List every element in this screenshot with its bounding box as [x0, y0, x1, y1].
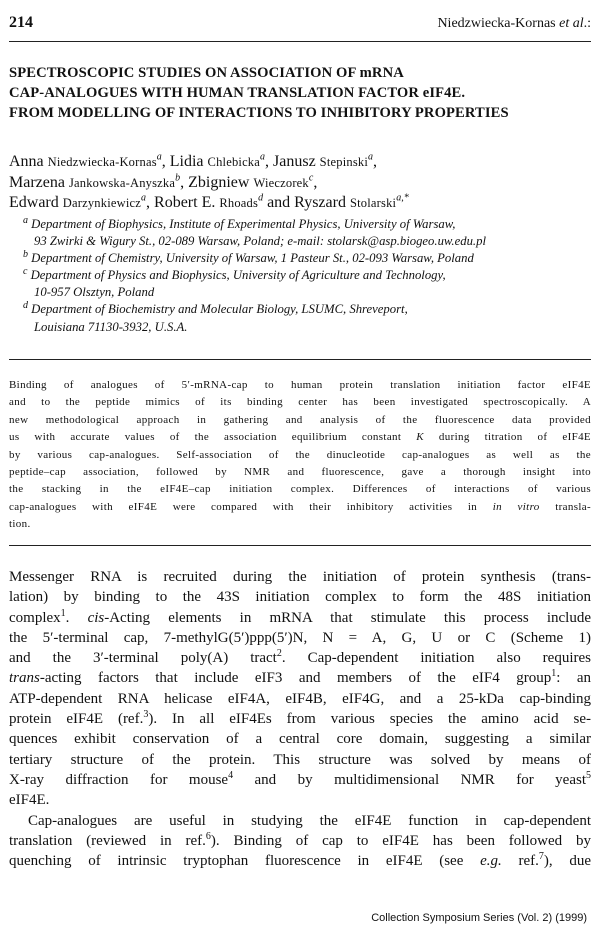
- body-line: protein eIF4E (ref.$^3$). In all eIF4Es from various species the amino acid se-: [9, 709, 591, 728]
- abstract-line: cap-analogues with eIF4E were compared with their inhibitory activities in in vitro transla-: [9, 500, 591, 513]
- abstract-bottom-rule: [9, 545, 591, 546]
- author-line: Marzena Jankowska-Anyszka$^b$, Zbigniew Wieczorek$^c$,: [9, 172, 318, 191]
- author-list: [9, 152, 409, 214]
- footer-citation: Collection Symposium Series (Vol. 2) (1999): [371, 912, 587, 924]
- affiliation-a-cont: 93 Zwirki & Wigury St., 02-089 Warsaw, Poland; e-mail: stolarsk@asp.biogeo.uw.edu.pl: [34, 234, 486, 249]
- paper-title: [9, 63, 589, 123]
- body-line: quences exhibit conservation of a central core domain, suggesting a similar: [9, 731, 591, 748]
- body-line: complex$^1$. cis-Acting elements in mRNA that stimulate this process include: [9, 607, 592, 626]
- affiliation-d-cont: Louisiana 71130-3932, U.S.A.: [34, 319, 188, 334]
- affiliation-a: $^a$ Department of Biophysics, Institute of Experimental Physics, University of Warsaw,: [23, 214, 456, 231]
- body-line: tertiary structure of the protein. This structure was solved by means of: [9, 751, 591, 768]
- body-line: ATP-dependent RNA helicase eIF4A, eIF4B, eIF4G, and a 25-kDa cap-binding: [9, 690, 591, 707]
- abstract: [9, 377, 591, 534]
- author-line: Edward Darzynkiewicz$^a$, Robert E. Rhoads$^d$ and Ryszard Stolarski$^{a,*}$: [9, 192, 409, 211]
- affiliation-c-cont: 10-957 Olsztyn, Poland: [34, 285, 155, 300]
- running-header: [9, 14, 591, 42]
- body-line: eIF4E.: [9, 792, 50, 809]
- body-line: translation (reviewed in ref.$^6$). Binding of cap to eIF4E has been followed by: [9, 830, 591, 849]
- abstract-line: new methodological approach in gathering and analysis of the fluorescence data provided: [9, 413, 591, 426]
- author-line: Anna Niedzwiecka-Kornas$^a$, Lidia Chlebicka$^a$, Janusz Stepinski$^a$,: [9, 151, 378, 170]
- running-head: Niedzwiecka-Kornas et al.:: [437, 16, 591, 31]
- abstract-line: tion.: [9, 518, 31, 531]
- affiliation-c: $^c$ Department of Physics and Biophysics, University of Agriculture and Technology,: [23, 266, 446, 283]
- body-line: and the 3′-terminal poly(A) tract$^2$. Cap-dependent initiation also requires: [9, 648, 591, 667]
- abstract-line: peptide–cap association, followed by NMR and fluorescence, gave a thorough insight into: [9, 466, 591, 479]
- body-line: X-ray diffraction for mouse$^4$ and by multidimensional NMR for yeast$^5$: [9, 769, 591, 788]
- body-line: lation) by binding to the 43S initiation complex to form the 48S initiation: [9, 589, 591, 606]
- abstract-line: by various cap-analogues. Self-association of the dinucleotide cap-analogues as well as the: [9, 448, 591, 461]
- body-line: trans-acting factors that include eIF3 and members of the eIF4 group$^1$: an: [9, 668, 592, 687]
- title-line: SPECTROSCOPIC STUDIES ON ASSOCIATION OF mRNA: [9, 65, 404, 81]
- body-line: Cap-analogues are useful in studying the eIF4E function in cap-dependent: [28, 812, 591, 829]
- affiliation-d: $^d$ Department of Biochemistry and Molecular Biology, LSUMC, Shreveport,: [23, 300, 408, 317]
- title-line: FROM MODELLING OF INTERACTIONS TO INHIBITORY PROPERTIES: [9, 105, 509, 121]
- page-number: 214: [9, 14, 33, 31]
- affiliations: [23, 216, 583, 336]
- title-line: CAP-ANALOGUES WITH HUMAN TRANSLATION FACTOR eIF4E.: [9, 85, 466, 101]
- header-rule: [9, 41, 591, 42]
- affiliation-b: $^b$ Department of Chemistry, University of Warsaw, 1 Pasteur St., 02-093 Warsaw, Poland: [23, 248, 474, 266]
- body-line: the 5′-terminal cap, 7-methylG(5′)ppp(5′)N, N = A, G, U or C (Scheme 1): [9, 629, 591, 646]
- body-text: [9, 567, 591, 871]
- abstract-top-rule: [9, 359, 591, 360]
- abstract-line: us with accurate values of the association equilibrium constant K during titration of eIF4E: [9, 431, 591, 444]
- abstract-line: Binding of analogues of 5′-mRNA-cap to human protein translation initiation factor eIF4E: [9, 379, 591, 391]
- abstract-line: and to the peptide mimics of its binding center has been investigated spectroscopically. A: [9, 396, 591, 409]
- body-line: Messenger RNA is recruited during the initiation of protein synthesis (trans-: [9, 569, 591, 585]
- body-line: quenching of intrinsic tryptophan fluorescence in eIF4E (see e.g. ref.$^7$), due: [9, 851, 592, 870]
- abstract-line: the stacking in the eIF4E–cap initiation complex. Differences of interactions of various: [9, 483, 591, 496]
